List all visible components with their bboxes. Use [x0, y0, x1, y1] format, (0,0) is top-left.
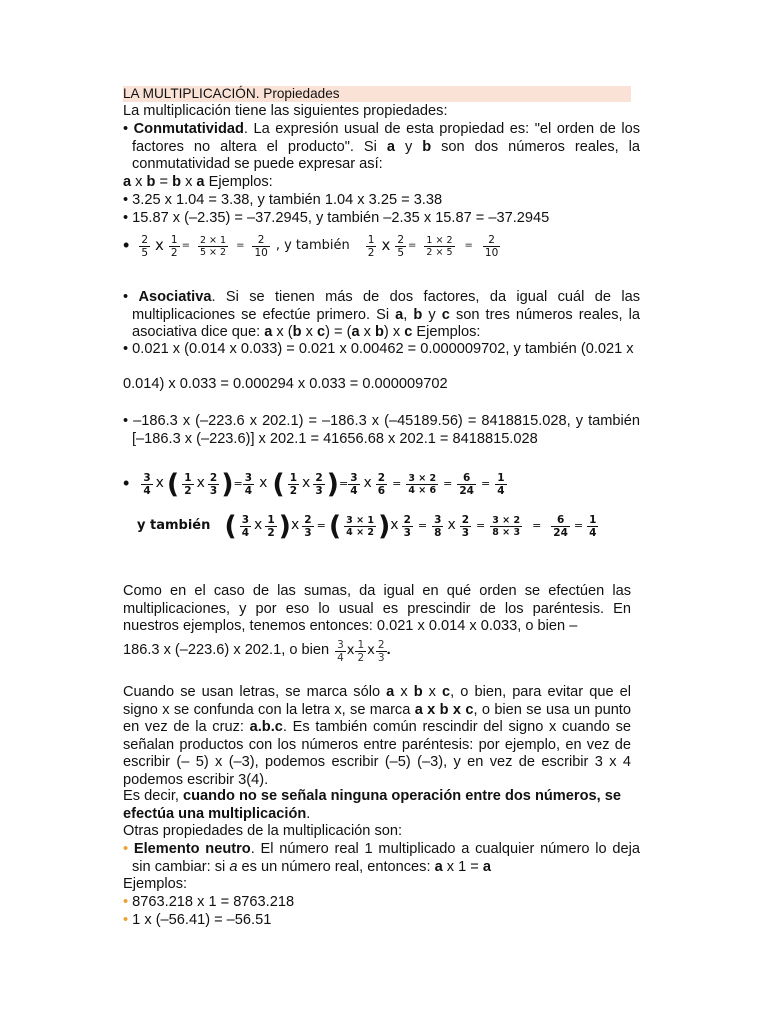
text: Cuando se usan letras, se marca sólo: [123, 684, 387, 700]
right-paren: ): [377, 510, 391, 542]
fraction: [288, 472, 299, 497]
right-paren: ): [278, 510, 291, 542]
numerator: 3 × 2: [492, 514, 521, 526]
times-sign: x: [447, 517, 456, 534]
text: . Si se tienen más de dos factores, da igual cuál de las multiplicaciones se efectúe primero. Si: [132, 289, 640, 323]
denominator: 4 × 6: [408, 484, 437, 496]
term-elemento-neutro: Elemento neutro: [133, 841, 251, 857]
text: x (: [272, 324, 293, 340]
numerator: 1: [589, 513, 597, 526]
var-c: c: [441, 306, 450, 323]
denominator: 3: [377, 651, 385, 664]
numerator: 3: [244, 471, 253, 484]
var-a: a: [264, 324, 273, 340]
denominator: 6: [377, 484, 386, 497]
denominator: 4: [241, 526, 250, 539]
denominator: 4 × 2: [346, 526, 374, 538]
term-conmutatividad: Conmutatividad: [133, 121, 244, 137]
text: , y también: [275, 238, 350, 254]
denominator: 24: [459, 484, 474, 497]
asociativa-example-1-cont: 0.014) x 0.033 = 0.000294 x 0.033 = 0.000009702: [123, 376, 448, 392]
numerator: 1: [170, 233, 178, 246]
denominator: 3: [403, 526, 411, 539]
numerator: 2: [403, 513, 411, 526]
times-sign: x: [302, 475, 311, 492]
denominator: 4: [244, 484, 253, 497]
numerator: 1: [357, 638, 365, 651]
denominator: 2 × 5: [426, 246, 453, 258]
times-sign: x: [196, 475, 205, 492]
fraction: [457, 472, 476, 497]
var-b: b: [413, 306, 423, 323]
fraction: [355, 639, 366, 664]
equals-sign: =: [573, 519, 584, 533]
bullet: •: [123, 473, 130, 494]
fraction: [376, 472, 387, 497]
text: .: [386, 642, 391, 659]
text: 1 x (–56.41) = –56.51: [132, 912, 272, 928]
equals-sign: =: [476, 519, 486, 533]
text: x: [131, 174, 147, 190]
numerator: 1: [184, 471, 192, 484]
denominator: 4: [337, 651, 344, 664]
intro-text: La multiplicación tiene las siguientes propiedades:: [123, 103, 448, 119]
var-a: a: [386, 684, 395, 700]
denominator: 2: [184, 484, 192, 497]
asociativa-fraction-example: [123, 467, 507, 501]
conmutatividad-example-2: • 15.87 x (–2.35) = –37.2945, y también –2.35 x 15.87 = –37.2945: [123, 210, 550, 226]
denominator: 2: [357, 651, 365, 664]
equals-sign: =: [338, 477, 349, 491]
fraction: [395, 234, 406, 259]
list-item: [123, 894, 294, 912]
fraction: [406, 473, 438, 496]
fraction: [141, 472, 152, 497]
bullet: •: [123, 289, 129, 305]
denominator: 2: [267, 526, 275, 539]
fraction: [252, 234, 269, 259]
var-b: b: [172, 174, 182, 190]
equals-sign: =: [236, 240, 245, 252]
text: Ejemplos:: [412, 324, 481, 340]
equals-sign: =: [181, 240, 190, 252]
bullet: •: [123, 235, 130, 256]
fraction: [208, 472, 219, 497]
text: y también: [137, 518, 211, 534]
equals-sign: =: [233, 477, 243, 491]
var-a: a: [229, 858, 238, 875]
numerator: 3: [241, 513, 250, 526]
numerator: 2: [461, 513, 470, 526]
text: x 1 =: [442, 858, 483, 875]
numerator: 6: [463, 471, 471, 484]
text: . La expresión usual de esta propiedad es: "el orden de los factores no altera el producto". Si: [132, 121, 640, 155]
var-b: b: [413, 684, 423, 700]
text: ,: [403, 306, 414, 323]
numerator: 2: [141, 233, 148, 246]
fraction: [587, 514, 598, 539]
var-a: a: [482, 858, 491, 875]
text: x: [359, 324, 375, 340]
text: . Es también común rescindir del signo x cuando se señalan productos con los números entre paréntesis: por ejemplo, en vez de escribir (– 5) x (–3), podemos escribir (–5) (–3), y en vez de escribir 3 x 4 podemos escribir 3(4).: [123, 719, 631, 788]
left-paren: (: [272, 468, 285, 500]
numerator: 3 × 2: [408, 472, 437, 484]
denominator: 2: [170, 246, 178, 259]
var-a: a: [196, 174, 205, 190]
numerator: 6: [556, 513, 565, 526]
times-sign: x: [259, 475, 268, 492]
var-c: c: [404, 324, 413, 340]
letras-paragraph: [123, 684, 631, 789]
fraction: [460, 514, 471, 539]
numerator: 1: [289, 471, 298, 484]
var-c: c: [316, 324, 326, 340]
var-b: b: [375, 324, 384, 340]
sumas-paragraph-end: [123, 635, 391, 667]
numerator: 1: [267, 513, 275, 526]
text: x: [422, 684, 443, 700]
fraction: [243, 472, 254, 497]
numerator: 2: [488, 233, 495, 246]
var-a: a: [434, 858, 443, 875]
right-paren: ): [326, 468, 339, 500]
equals-sign: =: [464, 240, 473, 252]
numerator: 1 × 2: [426, 234, 453, 246]
fraction: [366, 234, 377, 259]
section-heading: LA MULTIPLICACIÓN. Propiedades: [123, 86, 631, 102]
denominator: 2: [367, 246, 375, 259]
text: =: [155, 174, 173, 190]
bold-text: a x b x c: [414, 701, 474, 718]
times-sign: x: [254, 517, 263, 534]
bold-text: a.b.c: [249, 719, 283, 735]
conmutatividad-example-1: • 3.25 x 1.04 = 3.38, y también 1.04 x 3.25 = 3.38: [123, 192, 443, 208]
text: Es decir,: [123, 788, 184, 804]
left-paren: (: [224, 510, 237, 542]
denominator: 3: [209, 484, 218, 497]
numerator: 3 × 1: [346, 514, 374, 526]
var-c: c: [442, 684, 451, 700]
fraction: [490, 515, 522, 538]
denominator: 10: [484, 246, 499, 259]
asociativa-example-1: • 0.021 x (0.014 x 0.033) = 0.021 x 0.00462 = 0.000009702, y también (0.021 x: [123, 341, 634, 357]
fraction: [424, 235, 454, 258]
times-sign: x: [155, 236, 164, 255]
text: x: [301, 324, 317, 340]
fraction: [344, 515, 376, 538]
bullet: •: [123, 121, 129, 137]
var-a: a: [351, 324, 360, 340]
fraction: [139, 234, 150, 259]
denominator: 4: [143, 484, 151, 497]
text: . El número real 1 multiplicado a cualquier número lo deja sin cambiar: si: [132, 841, 640, 875]
denominator: 5 × 2: [199, 246, 227, 258]
text: .: [306, 805, 311, 822]
denominator: 3: [304, 526, 312, 539]
text: es un número real, entonces:: [237, 858, 435, 875]
denominator: 4: [350, 484, 358, 497]
equals-sign: =: [408, 240, 417, 252]
var-b: b: [292, 324, 302, 340]
text: Ejemplos:: [204, 174, 273, 190]
equals-sign: =: [480, 477, 491, 491]
denominator: 5: [141, 246, 148, 259]
text: x: [394, 684, 414, 700]
conmutatividad-formula: [123, 174, 273, 192]
sumas-paragraph: Como en el caso de las sumas, da igual en qué orden se efectúen las multiplicaciones, y por eso lo usual es prescindir de los paréntesis. En nuestros ejemplos, tenemos entonces: 0.021 x 0.014 x 0.033, o bien –: [123, 583, 631, 634]
text: , o bien se usa un punto en vez de la cruz:: [123, 701, 631, 735]
fraction: [182, 472, 193, 497]
denominator: 3: [461, 526, 470, 539]
bullet: •: [123, 841, 129, 857]
bold-text: cuando no se señala ninguna operación entre dos números, se efectúa una multiplicación: [123, 788, 621, 822]
denominator: 3: [315, 484, 323, 497]
fraction: [240, 514, 251, 539]
text: 8763.218 x 1 = 8763.218: [132, 894, 295, 910]
text: son tres números reales, la asociativa dice que:: [132, 306, 641, 340]
list-item: [123, 912, 271, 930]
asociativa-fraction-example-2: [137, 508, 598, 544]
denominator: 8 × 3: [492, 526, 521, 538]
numerator: 1: [367, 233, 375, 246]
numerator: 2: [257, 233, 265, 246]
times-sign: x: [346, 643, 355, 659]
numerator: 2: [377, 471, 386, 484]
asociativa-paragraph: [123, 289, 640, 342]
conmutatividad-paragraph: [123, 121, 640, 174]
text: ) = (: [325, 324, 352, 340]
numerator: 3: [143, 471, 151, 484]
numerator: 2: [209, 471, 218, 484]
numerator: 2 × 1: [199, 234, 227, 246]
fraction: [302, 514, 313, 539]
numerator: 3: [434, 513, 442, 526]
right-paren: ): [221, 468, 234, 500]
text: y: [394, 138, 423, 155]
denominator: 5: [397, 246, 405, 259]
bullet: •: [123, 894, 129, 910]
denominator: 4: [589, 526, 597, 539]
fraction: [402, 514, 413, 539]
var-b: b: [422, 138, 432, 155]
denominator: 10: [254, 246, 268, 259]
numerator: 3: [337, 638, 344, 651]
var-b: b: [146, 174, 156, 190]
fraction: [348, 472, 359, 497]
times-sign: x: [390, 517, 399, 534]
var-a: a: [395, 306, 404, 323]
numerator: 2: [377, 638, 385, 651]
numerator: 2: [397, 233, 405, 246]
times-sign: x: [381, 236, 391, 255]
text: x: [181, 174, 197, 190]
times-sign: x: [363, 475, 372, 492]
asociativa-example-2: • –186.3 x (–223.6 x 202.1) = –186.3 x (–45189.56) = 8418815.028, y también [–186.3 x (–223.6)] x 202.1 = 41656.68 x 202.1 = 8418815.028: [123, 413, 640, 447]
var-a: a: [386, 138, 395, 155]
denominator: 2: [289, 484, 298, 497]
denominator: 8: [434, 526, 442, 539]
equals-sign: =: [532, 519, 542, 533]
var-a: a: [123, 174, 132, 190]
numerator: 1: [497, 471, 505, 484]
conmutatividad-fraction-example: [123, 230, 500, 262]
fraction: [376, 639, 387, 664]
equals-sign: =: [392, 477, 402, 491]
text: y: [422, 306, 442, 323]
fraction: [169, 234, 180, 259]
neutro-paragraph: [123, 841, 640, 876]
term-asociativa: Asociativa: [138, 289, 212, 305]
fraction: [483, 234, 500, 259]
times-sign: x: [290, 517, 300, 534]
numerator: 2: [304, 513, 312, 526]
text: 186.3 x (–223.6) x 202.1, o bien: [123, 642, 330, 659]
fraction: [551, 514, 570, 539]
text: son dos números reales, la conmutatividad se puede expresar así:: [132, 138, 640, 172]
equals-sign: =: [316, 519, 326, 533]
otras-paragraph: Otras propiedades de la multiplicación son:: [123, 823, 403, 839]
times-sign: x: [367, 643, 375, 659]
times-sign: x: [155, 475, 164, 492]
fraction: [198, 235, 228, 258]
ejemplos-label: Ejemplos:: [123, 876, 188, 892]
text: , o bien, para evitar que el signo x se confunda con la letra x, se marca: [123, 684, 631, 718]
fraction: [432, 514, 443, 539]
numerator: 2: [315, 471, 323, 484]
bullet: •: [123, 912, 129, 928]
equals-sign: =: [417, 519, 428, 533]
numerator: 3: [350, 471, 358, 484]
fraction: [265, 514, 276, 539]
text: ) x: [383, 324, 405, 340]
fraction: [313, 472, 324, 497]
equals-sign: =: [443, 477, 453, 491]
denominator: 24: [553, 526, 568, 539]
decir-paragraph: [123, 788, 631, 823]
fraction: [495, 472, 506, 497]
left-paren: (: [166, 468, 180, 500]
fraction: [335, 639, 346, 664]
denominator: 4: [497, 484, 505, 497]
left-paren: (: [328, 510, 342, 542]
